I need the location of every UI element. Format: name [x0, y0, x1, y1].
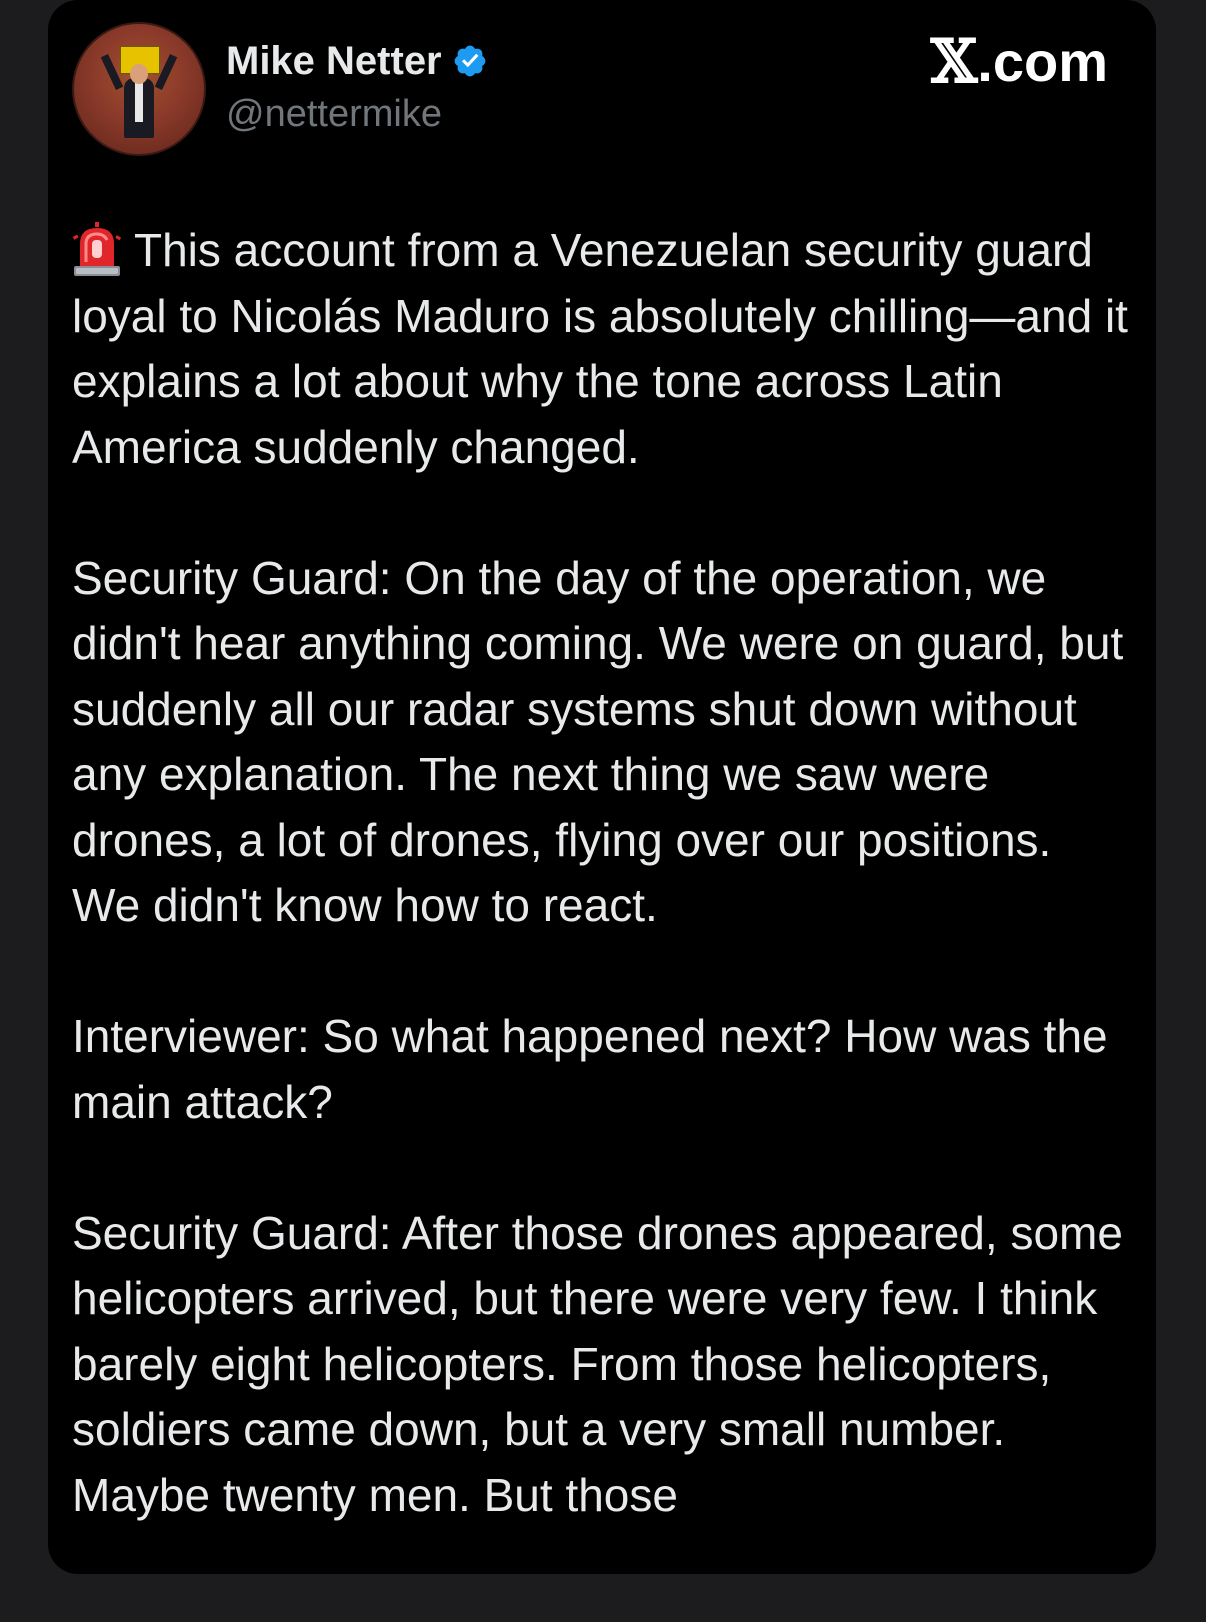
avatar-figure-shirt [135, 82, 143, 122]
avatar[interactable] [72, 22, 206, 156]
tweet-paragraph: Security Guard: On the day of the operation, we didn't hear anything coming. We were on guard, but suddenly all our radar systems shut down without any explanation. The next thing we saw were drones, a lot of drones, flying over our positions. We didn't know how to react. [72, 551, 1124, 931]
tweet-paragraph [72, 218, 1132, 480]
author-name[interactable]: Mike Netter [226, 39, 442, 83]
verified-badge-icon [452, 43, 488, 79]
tweet-paragraph-text: This account from a Venezuelan security guard loyal to Nicolás Maduro is absolutely chilling—and it explains a lot about why the tone across Latin America suddenly changed. [72, 224, 1128, 473]
tweet-paragraph: Interviewer: So what happened next? How was the main attack? [72, 1010, 1108, 1128]
police-siren-icon [72, 222, 122, 276]
tweet-text [72, 218, 1132, 1574]
x-com-watermark [930, 27, 1108, 97]
tweet-paragraph: Security Guard: After those drones appeared, some helicopters arrived, but there were very few. I think barely eight helicopters. From those helicopters, soldiers came down, but a very small number. Maybe twenty men. But those [72, 1206, 1123, 1521]
avatar-figure-head [130, 64, 148, 84]
tweet-card [48, 0, 1156, 1574]
brand-suffix: .com [977, 30, 1108, 93]
author-handle[interactable]: @nettermike [226, 93, 442, 135]
x-logo-icon: 𝕏 [930, 27, 978, 97]
author-name-row [226, 38, 488, 84]
